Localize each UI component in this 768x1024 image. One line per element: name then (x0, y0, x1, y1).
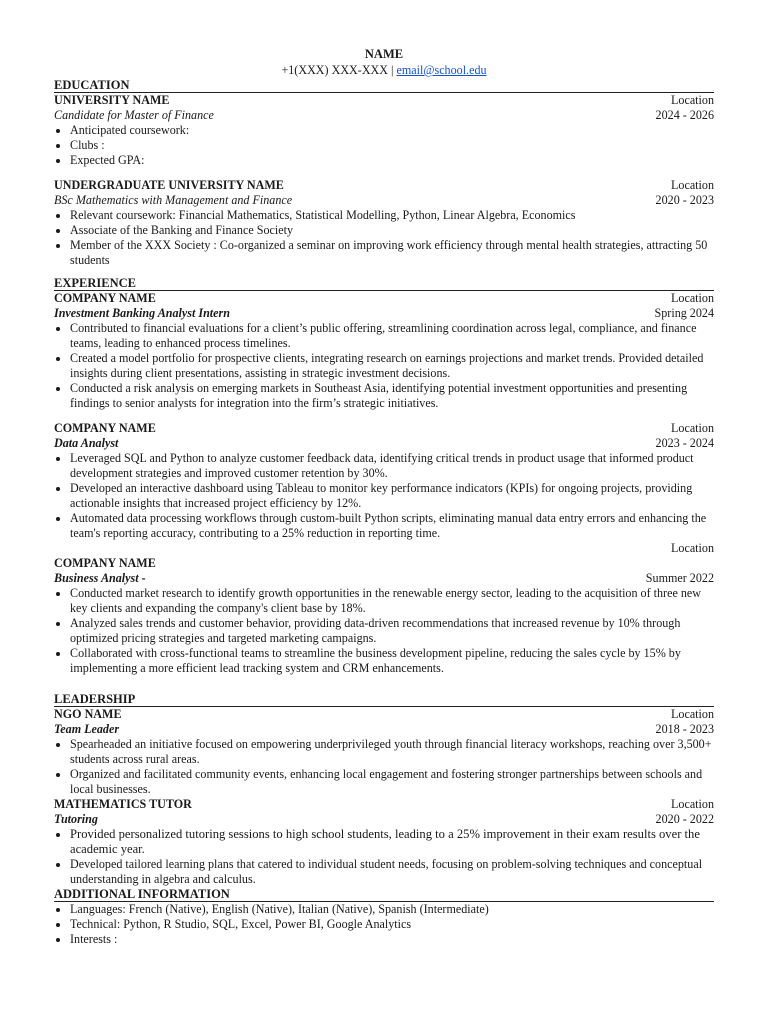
bullet-item: • Spearheaded an initiative focused on empowering underprivileged youth through financial literacy workshops, reaching over 3,500+ students across rural areas. (70, 737, 714, 767)
bullet-item: • Anticipated coursework: (70, 123, 714, 138)
role-title: Team Leader (54, 722, 120, 736)
dates: Spring 2024 (654, 306, 714, 320)
bullet-item: • Contributed to financial evaluations for a client’s public offering, streamlining coordination across legal, compliance, and finance teams, leading to enhanced process timelines. (70, 321, 714, 351)
bullet-list (54, 123, 714, 168)
bullet-item: • Created a model portfolio for prospective clients, integrating research on earnings projections and market trends. Provided detailed insights during client presentations, assisting in strategic investment decisions. (70, 351, 714, 381)
education-entry (54, 93, 714, 168)
company-name: COMPANY NAME (54, 556, 156, 570)
section-title-leadership: LEADERSHIP (54, 692, 714, 707)
dates: 2018 - 2023 (655, 722, 714, 736)
leadership-section (54, 692, 714, 887)
contact-line (54, 62, 714, 78)
bullet-list (54, 737, 714, 797)
dates: Summer 2022 (645, 571, 714, 585)
experience-section (54, 276, 714, 676)
bullet-item: • Clubs : (70, 138, 714, 153)
bullet-item: • Collaborated with cross-functional teams to streamline the business development pipeline, reducing the sales cycle by 15% by implementing a more efficient lead tracking system and CRM enhancements. (70, 646, 714, 676)
bullet-item: • Leveraged SQL and Python to analyze customer feedback data, identifying critical trends in product usage that informed product development strategies and improved customer retention by 30%. (70, 451, 714, 481)
bullet-list (54, 321, 714, 411)
org-name: NGO NAME (54, 707, 122, 721)
bullet-item: • Provided personalized tutoring sessions to high school students, leading to a 25% improvement in their exam results over the academic year. (70, 827, 714, 857)
location: Location (671, 541, 714, 555)
dates: 2023 - 2024 (655, 436, 714, 450)
bullet-item: • Expected GPA: (70, 153, 714, 168)
bullet-item: • Interests : (70, 932, 714, 947)
location: Location (671, 797, 714, 811)
job-title: Investment Banking Analyst Intern (54, 306, 230, 320)
bullet-item: • Languages: French (Native), English (Native), Italian (Native), Spanish (Intermediate) (70, 902, 714, 917)
phone-text: +1(XXX) XXX-XXX | (281, 63, 397, 77)
bullet-list (54, 586, 714, 676)
role-title: Tutoring (54, 812, 98, 826)
candidate-name: NAME (364, 47, 404, 61)
company-name: COMPANY NAME (54, 291, 156, 305)
section-title-experience: EXPERIENCE (54, 276, 714, 291)
education-section (54, 78, 714, 268)
location: Location (671, 707, 714, 721)
bullet-list (54, 827, 714, 857)
bullet-item: • Organized and facilitated community events, enhancing local engagement and fostering stronger partnerships between schools and local businesses. (70, 767, 714, 797)
experience-entry (54, 421, 714, 541)
bullet-list (54, 208, 714, 268)
section-title-education: EDUCATION (54, 78, 714, 93)
degree: BSc Mathematics with Management and Finance (54, 193, 293, 207)
job-title: Data Analyst (54, 436, 119, 450)
location: Location (671, 178, 714, 192)
education-entry (54, 178, 714, 268)
leadership-entry (54, 797, 714, 887)
bullet-list (54, 857, 714, 887)
resume-header (54, 46, 714, 78)
dates: 2024 - 2026 (655, 108, 714, 122)
bullet-item: • Associate of the Banking and Finance Society (70, 223, 714, 238)
bullet-list (54, 451, 714, 541)
experience-entry (54, 541, 714, 676)
bullet-item: • Developed an interactive dashboard using Tableau to monitor key performance indicators (KPIs) for ongoing projects, providing actionable insights that increased project efficiency by 12%. (70, 481, 714, 511)
dates: 2020 - 2022 (655, 812, 714, 826)
bullet-item: • Member of the XXX Society : Co-organized a seminar on improving work efficiency through mental health strategies, attracting 50 students (70, 238, 714, 268)
bullet-item: • Automated data processing workflows through custom-built Python scripts, eliminating manual data entry errors and enhancing the team's reporting accuracy, contributing to a 25% reduction in reporting time. (70, 511, 714, 541)
bullet-item: • Conducted a risk analysis on emerging markets in Southeast Asia, identifying potential investment opportunities and presenting findings to senior analysts for integration into the firm’s strategic initiatives. (70, 381, 714, 411)
org-name: UNDERGRADUATE UNIVERSITY NAME (54, 178, 284, 192)
location: Location (671, 421, 714, 435)
resume-page (54, 0, 714, 947)
dates: 2020 - 2023 (655, 193, 714, 207)
org-name: UNIVERSITY NAME (54, 93, 170, 107)
section-title-additional: ADDITIONAL INFORMATION (54, 887, 714, 902)
bullet-list (54, 902, 714, 947)
degree: Candidate for Master of Finance (54, 108, 214, 122)
location: Location (671, 291, 714, 305)
bullet-item: • Analyzed sales trends and customer behavior, providing data-driven recommendations that increased revenue by 10% through optimized pricing strategies and targeted marketing campaigns. (70, 616, 714, 646)
company-name: COMPANY NAME (54, 421, 156, 435)
org-name: MATHEMATICS TUTOR (54, 797, 192, 811)
bullet-item: • Technical: Python, R Studio, SQL, Excel, Power BI, Google Analytics (70, 917, 714, 932)
bullet-item: • Developed tailored learning plans that catered to individual student needs, focusing on problem-solving techniques and conceptual understanding in algebra and calculus. (70, 857, 714, 887)
job-title: Business Analyst - (54, 571, 146, 585)
email-link[interactable]: email@school.edu (396, 63, 487, 77)
location: Location (671, 93, 714, 107)
additional-section (54, 887, 714, 947)
leadership-entry (54, 707, 714, 797)
experience-entry (54, 291, 714, 411)
bullet-item: • Relevant coursework: Financial Mathematics, Statistical Modelling, Python, Linear Algebra, Economics (70, 208, 714, 223)
bullet-item: • Conducted market research to identify growth opportunities in the renewable energy sector, leading to the acquisition of three new key clients and expanding the company's client base by 18%. (70, 586, 714, 616)
